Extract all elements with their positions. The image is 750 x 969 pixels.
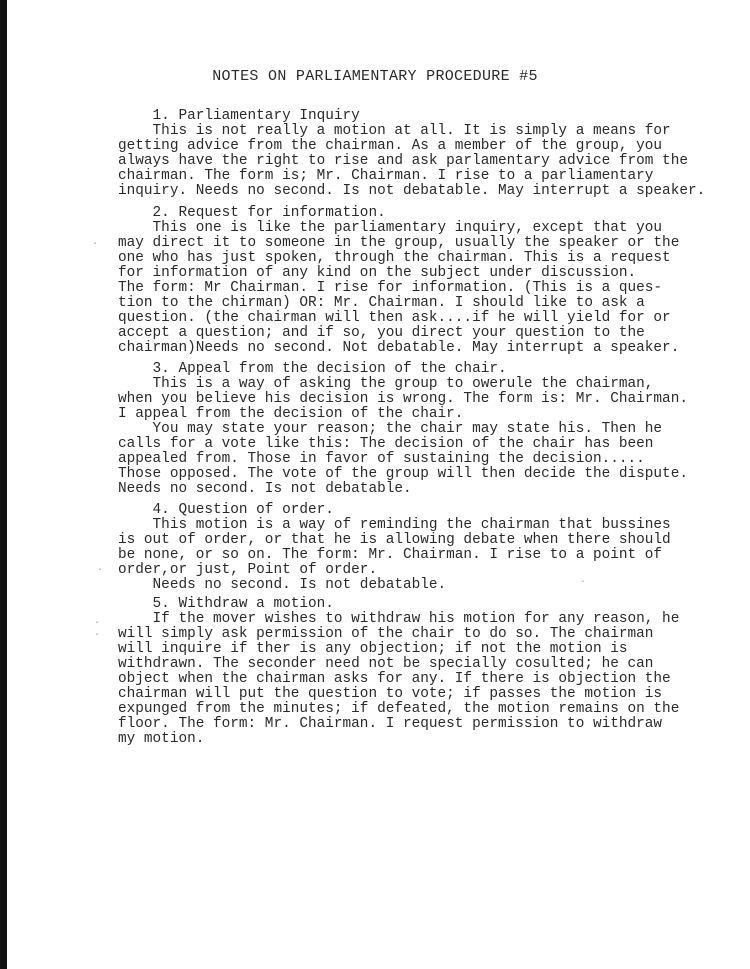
- scan-speck: ·: [94, 630, 101, 641]
- scan-speck: ·: [97, 565, 104, 576]
- section-request-for-information: 2. Request for information. This one is like the parliamentary inquiry, except that you may direct it to someone in the group, usually the speaker or the one who has just spoken, through the chairman. This is a request for information of any kind on the subject under discussion. The form: Mr Chairman. I rise for information. (This is a ques- tion to the chirman) OR: Mr. Chairman. I should like to ask a question. (the chairman will then ask....if he will yield for or accept a question; and if so, you direct your question to the chairman)Needs no second. Not debatable. May interrupt a speaker.: [118, 205, 680, 356]
- section-question-of-order: 4. Question of order. This motion is a way of reminding the chairman that bussines is out of order, or that he is allowing debate when there should be none, or so on. The form: Mr. Chairman. I rise to a point of order,or just, Point of order. Needs no second. Is not debatable.: [118, 502, 671, 593]
- scan-left-border: [0, 0, 7, 969]
- scan-speck: ·: [580, 577, 587, 588]
- section-appeal-from-decision: 3. Appeal from the decision of the chair. This is a way of asking the group to owerule the chairman, when you believe his decision is wrong. The form is: Mr. Chairman. I appeal from the decision of the chair. You may state your reason; the chair may state his. Then he calls for a vote like this: The decision of the chair has been appealed from. Those in favor of sustaining the decision..... Those opposed. The vote of the group will then decide the dispute. Needs no second. Is not debatable.: [118, 361, 688, 497]
- scan-speck: ·: [94, 618, 101, 629]
- scan-speck: ·: [92, 239, 99, 250]
- page-title: NOTES ON PARLIAMENTARY PROCEDURE #5: [212, 68, 538, 85]
- section-withdraw-motion: 5. Withdraw a motion. If the mover wishes to withdraw his motion for any reason, he will simply ask permission of the chair to do so. The chairman will inquire if ther is any objection; if not the motion is withdrawn. The seconder need not be specially cosulted; he can object when the chairman asks for any. If there is objection the chairman will put the question to vote; if passes the motion is expunged from the minutes; if defeated, the motion remains on the floor. The form: Mr. Chairman. I request permission to withdraw my motion.: [118, 596, 680, 747]
- section-parliamentary-inquiry: 1. Parliamentary Inquiry This is not really a motion at all. It is simply a means for getting advice from the chairman. As a member of the group, you always have the right to rise and ask parlamentary advice from the chairman. The form is; Mr. Chairman. I rise to a parliamentary inquiry. Needs no second. Is not debatable. May interrupt a speaker.: [118, 108, 706, 199]
